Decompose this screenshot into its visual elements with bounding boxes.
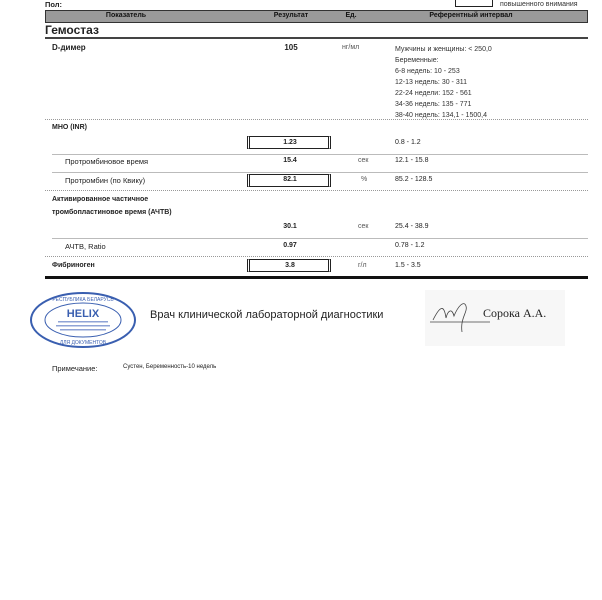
inr-name: МНО (INR) bbox=[52, 124, 87, 131]
note-value: Сустен, Беременность-10 недель bbox=[123, 364, 217, 370]
aptt-ratio-result: 0.97 bbox=[283, 242, 297, 249]
quick-unit: % bbox=[361, 176, 368, 183]
quick-reference: 85.2 - 128.5 bbox=[395, 176, 433, 183]
aptt-ratio-reference: 0.78 - 1.2 bbox=[395, 242, 425, 249]
fib-reference: 1.5 - 3.5 bbox=[395, 262, 421, 269]
ddimer-unit: нг/мл bbox=[342, 44, 360, 51]
pt-result: 15.4 bbox=[283, 157, 297, 164]
doctor-title: Врач клинической лабораторной диагностики bbox=[150, 309, 384, 321]
signature-block bbox=[425, 290, 565, 346]
ddimer-reference bbox=[395, 44, 492, 121]
quick-name: Протромбин (по Квику) bbox=[65, 176, 146, 185]
divider bbox=[52, 154, 588, 155]
pt-name: Протромбиновое время bbox=[65, 157, 149, 166]
divider bbox=[45, 190, 588, 191]
helix-stamp bbox=[28, 290, 138, 350]
col-result: Результат bbox=[273, 12, 309, 19]
svg-text:РЕСПУБЛИКА БЕЛАРУСЬ: РЕСПУБЛИКА БЕЛАРУСЬ bbox=[52, 297, 114, 303]
note-label: Примечание: bbox=[52, 364, 98, 373]
svg-text:ДЛЯ ДОКУМЕНТОВ: ДЛЯ ДОКУМЕНТОВ bbox=[59, 340, 107, 346]
table-header bbox=[45, 10, 588, 23]
pt-unit: сек bbox=[358, 157, 369, 164]
divider bbox=[52, 172, 588, 173]
table-end-line bbox=[45, 276, 588, 279]
ref-line: Мужчины и женщины: < 250,0 bbox=[395, 46, 492, 53]
inr-result: 1.23 bbox=[283, 139, 297, 146]
aptt-result: 30.1 bbox=[283, 223, 297, 230]
fib-name: Фибриноген bbox=[52, 262, 95, 269]
ref-line: 6-8 недель: 10 - 253 bbox=[395, 68, 460, 75]
doctor-name: Сорока А.А. bbox=[483, 306, 547, 320]
divider bbox=[45, 37, 588, 39]
pt-reference: 12.1 - 15.8 bbox=[395, 157, 429, 164]
divider bbox=[45, 256, 588, 257]
ref-line: Беременные: bbox=[395, 57, 439, 64]
ref-line: 12-13 недель: 30 - 311 bbox=[395, 79, 467, 86]
fib-result: 3.8 bbox=[285, 262, 295, 269]
sex-label: Пол: bbox=[45, 0, 63, 9]
ref-line: 22-24 недели: 152 - 561 bbox=[395, 90, 472, 97]
aptt-name-2: тромбопластиновое время (АЧТВ) bbox=[52, 209, 172, 216]
col-unit: Ед. bbox=[345, 12, 357, 19]
fib-unit: г/л bbox=[358, 262, 367, 269]
aptt-name: Активированное частичное bbox=[52, 196, 149, 203]
col-indicator: Показатель bbox=[105, 12, 147, 19]
legend-text: повышенного внимания bbox=[500, 1, 578, 8]
ddimer-name: D-димер bbox=[52, 43, 86, 52]
ddimer-result: 105 bbox=[284, 43, 298, 52]
svg-text:HELIX: HELIX bbox=[66, 308, 100, 320]
ref-line: 34-36 недель: 135 - 771 bbox=[395, 101, 472, 108]
divider bbox=[45, 119, 588, 120]
section-title: Гемостаз bbox=[45, 23, 99, 37]
inr-reference: 0.8 - 1.2 bbox=[395, 139, 421, 146]
quick-result: 82.1 bbox=[283, 176, 297, 183]
divider bbox=[52, 238, 588, 239]
legend-box bbox=[455, 0, 493, 7]
aptt-reference: 25.4 - 38.9 bbox=[395, 223, 429, 230]
col-reference: Референтный интервал bbox=[429, 12, 513, 19]
signature-icon bbox=[430, 296, 490, 336]
aptt-unit: сек bbox=[358, 223, 369, 230]
aptt-ratio-name: АЧТВ, Ratio bbox=[65, 242, 106, 251]
ref-line: 38-40 недель: 134,1 - 1500,4 bbox=[395, 112, 487, 119]
